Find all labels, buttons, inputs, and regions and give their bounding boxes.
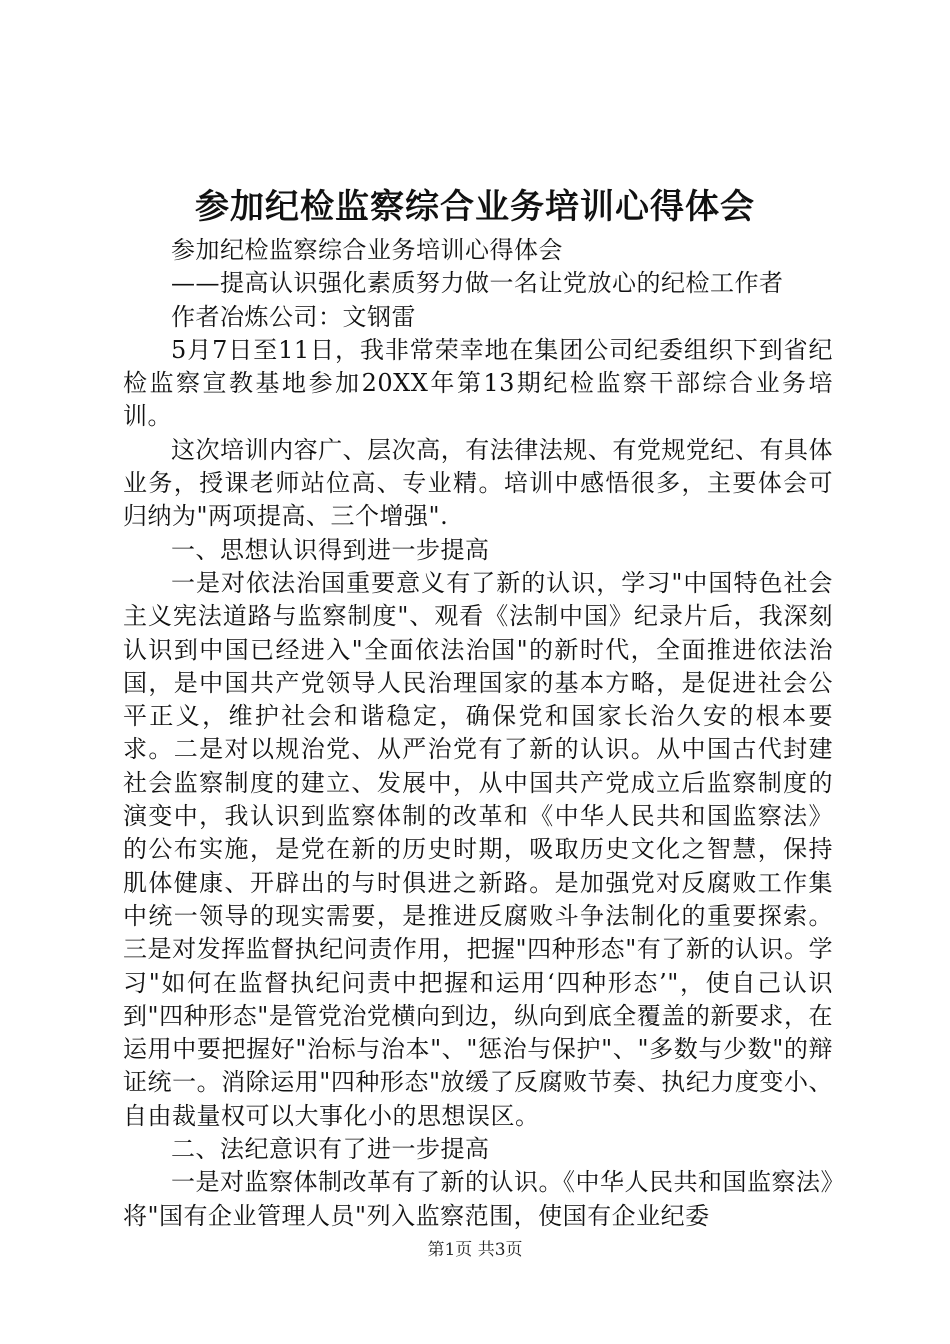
body-paragraph: 5月7日至11日，我非常荣幸地在集团公司纪委组织下到省纪检监察宣教基地参加20XX年第13期纪检监察干部综合业务培训。	[123, 335, 833, 431]
author-line: 作者冶炼公司：文钢雷	[171, 302, 416, 331]
section-heading: 二、法纪意识有了进一步提高	[171, 1135, 490, 1164]
subtitle-paragraph: 参加纪检监察综合业务培训心得体会	[171, 236, 563, 264]
document-title: 参加纪检监察综合业务培训心得体会	[195, 187, 755, 227]
page-number-footer: 第1页 共3页	[427, 1240, 523, 1260]
section-heading: 一、思想认识得到进一步提高	[171, 535, 490, 564]
body-paragraph: 这次培训内容广、层次高，有法律法规、有党规党纪、有具体业务，授课老师站位高、专业精。培训中感悟很多，主要体会可归纳为"两项提高、三个增强".	[123, 435, 833, 531]
body-paragraph: 一是对依法治国重要意义有了新的认识，学习"中国特色社会主义宪法道路与监察制度"、观看《法制中国》纪录片后，我深刻认识到中国已经进入"全面依法治国"的新时代，全面推进依法治国，是中国共产党领导人民治理国家的基本方略，是促进社会公平正义，维护社会和谐稳定，确保党和国家长治久安的根本要求。二是对以规治党、从严治党有了新的认识。从中国古代封建社会监察制度的建立、发展中，从中国共产党成立后监察制度的演变中，我认识到监察体制的改革和《中华人民共和国监察法》的公布实施，是党在新的历史时期，吸取历史文化之智慧，保持肌体健康、开辟出的与时俱进之新路。是加强党对反腐败工作集中统一领导的现实需要，是推进反腐败斗争法制化的重要探索。三是对发挥监督执纪问责作用，把握"四种形态"有了新的认识。学习"如何在监督执纪问责中把握和运用‘四种形态’"，使自己认识到"四种形态"是管党治党横向到边，纵向到底全覆盖的新要求，在运用中要把握好"治标与治本"、"惩治与保护"、"多数与少数"的辩证统一。消除运用"四种形态"放缓了反腐败节奏、执纪力度变小、自由裁量权可以大事化小的思想误区。	[123, 568, 833, 1130]
document-body	[123, 234, 833, 1233]
subtitle-tagline: ——提高认识强化素质努力做一名让党放心的纪检工作者	[171, 269, 784, 298]
body-paragraph: 一是对监察体制改革有了新的认识。《中华人民共和国监察法》将"国有企业管理人员"列入监察范围，使国有企业纪委	[123, 1168, 833, 1230]
